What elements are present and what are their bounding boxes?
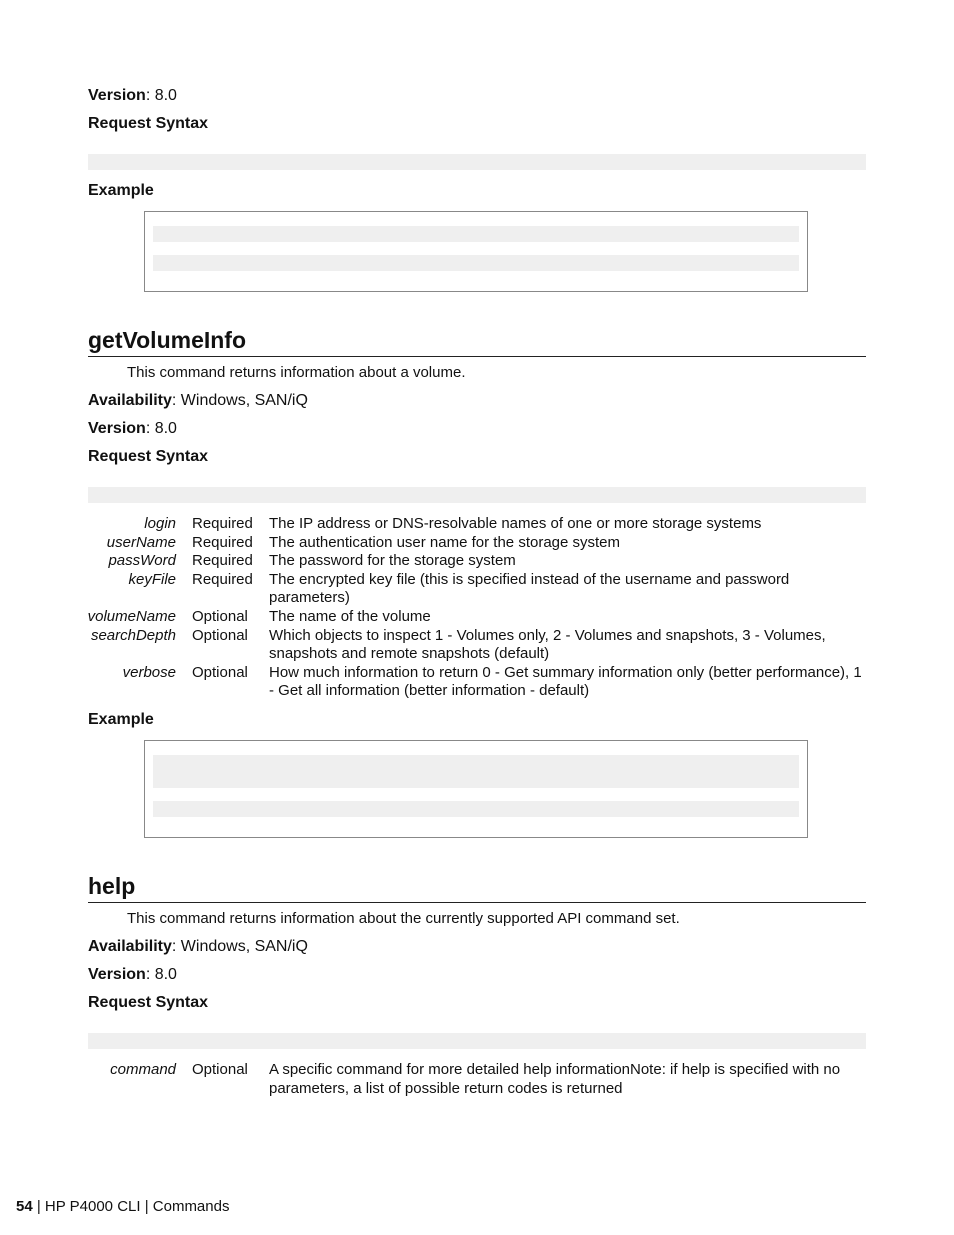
parameter-row — [70, 552, 866, 571]
param-requirement: Required — [192, 552, 253, 570]
param-name: login — [144, 515, 176, 532]
version-line — [88, 965, 177, 985]
example-box — [144, 740, 808, 838]
example-box — [144, 211, 808, 292]
param-requirement: Optional — [192, 626, 248, 644]
request-syntax-label: Request Syntax — [88, 115, 209, 132]
availability-value: : Windows, SAN/iQ — [171, 392, 308, 409]
syntax-code-bar — [88, 154, 866, 170]
param-name: volumeName — [87, 607, 176, 625]
parameter-row — [70, 571, 866, 608]
availability-line — [88, 391, 308, 411]
section-rule — [88, 902, 866, 903]
page-footer — [16, 1198, 229, 1216]
param-name: userName — [106, 533, 176, 551]
param-description: The authentication user name for the storage system — [269, 533, 621, 551]
param-description: How much information to return 0 - Get summary information only (better performance), 1 - Get all information (better information - default) — [269, 663, 862, 700]
section-description: This command returns information about a volume. — [127, 364, 466, 381]
param-name: verbose — [122, 663, 176, 681]
version-value: : 8.0 — [145, 87, 177, 104]
availability-label: Availability — [88, 938, 172, 955]
request-syntax-label: Request Syntax — [88, 448, 209, 465]
version-line — [88, 86, 177, 106]
request-syntax-label: Request Syntax — [88, 994, 209, 1011]
example-label: Example — [88, 182, 154, 199]
section-rule — [88, 356, 866, 357]
param-description: Which objects to inspect 1 - Volumes only, 2 - Volumes and snapshots, 3 - Volumes, snapshots and remote snapshots (default) — [269, 626, 826, 663]
page-number: 54 — [16, 1198, 33, 1215]
availability-line — [88, 937, 308, 957]
example-code-line — [153, 755, 799, 788]
param-description: The encrypted key file (this is specified instead of the username and password parameters) — [269, 570, 790, 607]
param-description: The name of the volume — [269, 607, 431, 625]
param-description: A specific command for more detailed help informationNote: if help is specified with no parameters, a list of possible return codes is returned — [269, 1061, 841, 1097]
syntax-code-bar — [88, 487, 866, 503]
parameter-row — [70, 627, 866, 664]
availability-value: : Windows, SAN/iQ — [171, 938, 308, 955]
param-requirement: Required — [192, 533, 253, 551]
version-value: : 8.0 — [145, 966, 177, 983]
parameter-row — [70, 664, 866, 701]
version-line — [88, 419, 177, 439]
parameter-row — [70, 608, 866, 627]
param-requirement: Optional — [192, 663, 248, 681]
param-description: The password for the storage system — [269, 552, 516, 570]
param-name: command — [110, 1061, 176, 1078]
footer-text: | HP P4000 CLI | Commands — [32, 1198, 230, 1215]
example-label: Example — [88, 711, 154, 728]
version-value: : 8.0 — [145, 420, 177, 437]
param-requirement: Optional — [192, 1061, 248, 1078]
parameter-row — [70, 1061, 866, 1098]
param-requirement: Required — [192, 515, 253, 532]
param-name: passWord — [108, 552, 176, 570]
parameter-table — [70, 1061, 866, 1098]
parameter-table — [70, 515, 866, 701]
parameter-row — [70, 515, 866, 534]
version-label: Version — [88, 87, 146, 104]
example-code-line — [153, 801, 799, 817]
section-title-getvolumeinfo: getVolumeInfo — [88, 327, 247, 353]
param-name: searchDepth — [90, 626, 176, 644]
availability-label: Availability — [88, 392, 172, 409]
version-label: Version — [88, 420, 146, 437]
example-code-line — [153, 226, 799, 242]
param-name: keyFile — [128, 570, 176, 588]
version-label: Version — [88, 966, 146, 983]
syntax-code-bar — [88, 1033, 866, 1049]
parameter-row — [70, 534, 866, 553]
param-requirement: Required — [192, 570, 253, 588]
param-description: The IP address or DNS-resolvable names of one or more storage systems — [269, 515, 762, 532]
section-description: This command returns information about the currently supported API command set. — [127, 910, 680, 927]
param-requirement: Optional — [192, 607, 248, 625]
example-code-line — [153, 255, 799, 271]
section-title-help: help — [88, 873, 136, 899]
